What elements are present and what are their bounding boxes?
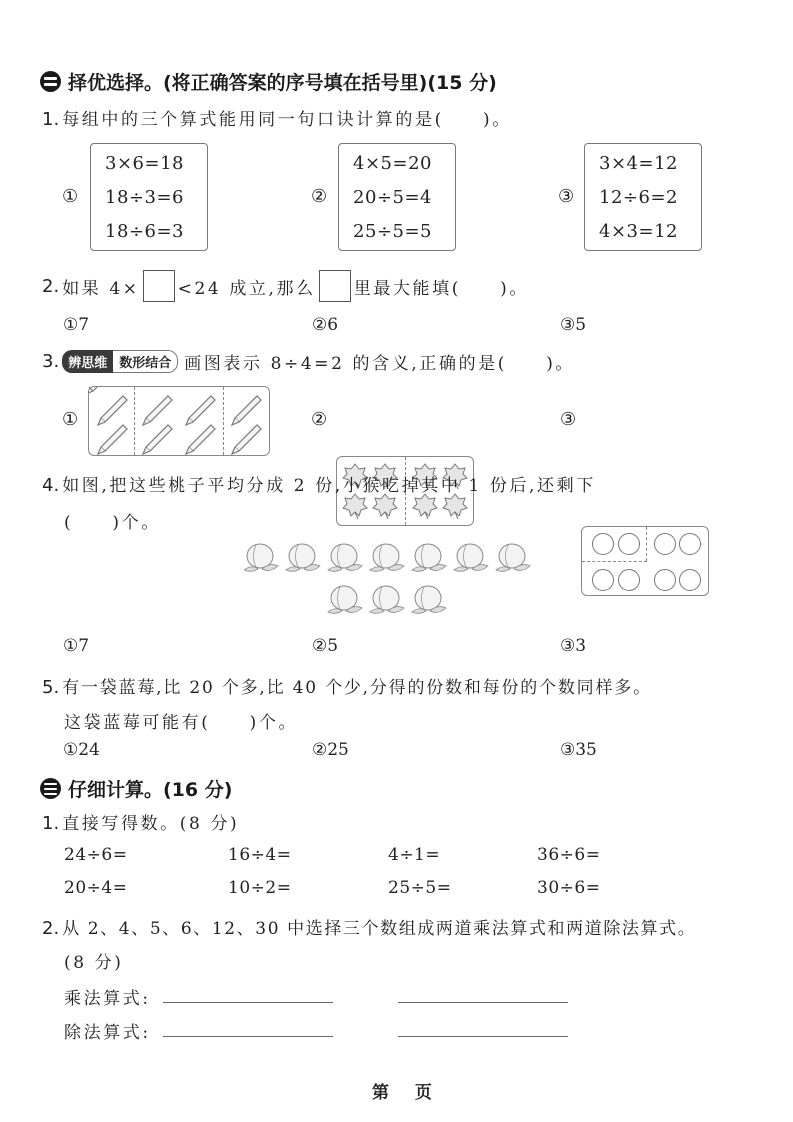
circle-picture [581,526,709,596]
equation: 4×5=20 [353,152,432,174]
section-3-title: 仔细计算。(16 分) [68,779,233,801]
option-2: ②25 [312,740,349,760]
question-1 [42,105,512,130]
question-text: 如图,把这些桃子平均分成 2 份,小猴吃掉其中 1 份后,还剩下 [62,476,596,496]
equation: 18÷6=3 [105,220,184,242]
calc-question-2-points: (8 分) [64,953,124,973]
calc-item: 30÷6= [537,878,601,898]
division-label: 除法算式: [64,1023,151,1043]
answer-blank-box[interactable] [143,270,175,302]
multiplication-answer-line-2[interactable] [398,1002,568,1003]
question-number: 2. [42,918,60,939]
option-3: ③5 [560,315,587,335]
division-answer-line-1[interactable] [163,1036,333,1037]
calc-item: 24÷6= [64,845,128,865]
option-3: ③3 [560,636,587,656]
question-text: 直接写得数。(8 分) [62,814,240,834]
option-3: ③35 [560,740,597,760]
option-2: ②5 [312,636,339,656]
pencil-icon [89,387,271,457]
equation: 12÷6=2 [599,186,678,208]
equation: 3×4=12 [599,152,678,174]
option-label: ③ [558,186,575,207]
option-2: ②6 [312,315,339,335]
equation-box-3 [584,143,702,251]
equation: 20÷5=4 [353,186,432,208]
calc-item: 4÷1= [388,845,441,865]
section-number-three-icon [40,778,61,799]
multiplication-label: 乘法算式: [64,989,151,1009]
question-2 [42,270,529,302]
multiplication-answer-line-1[interactable] [163,1002,333,1003]
calc-item: 36÷6= [537,845,601,865]
question-number: 1. [42,109,60,130]
section-3-header [40,775,232,802]
question-text: 有一袋蓝莓,比 20 个多,比 40 个少,分得的份数和每份的个数同样多。 [62,678,652,698]
question-text: <24 成立,那么 [177,278,316,299]
calc-item: 10÷2= [228,878,292,898]
pencil-picture [88,386,270,456]
question-number: 2. [42,275,60,297]
question-4-line-2: ( )个。 [64,513,161,533]
question-text: 画图表示 8÷4=2 的含义,正确的是( )。 [184,354,576,374]
option-label: ③ [560,409,577,430]
section-2-title: 择优选择。(将正确答案的序号填在括号里)(15 分) [68,72,497,94]
equation: 3×6=18 [105,152,184,174]
question-text: 每组中的三个算式能用同一句口诀计算的是( )。 [62,110,512,130]
calc-item: 16÷4= [228,845,292,865]
question-4 [42,471,596,496]
section-number-two-icon [40,71,61,92]
question-number: 4. [42,475,60,496]
option-label: ① [62,409,79,430]
question-3 [42,349,575,374]
calc-question-1 [42,809,239,834]
question-5 [42,673,652,698]
calc-item: 25÷5= [388,878,452,898]
option-1: ①7 [63,315,90,335]
question-5-line-2: 这袋蓝莓可能有( )个。 [64,713,299,733]
division-answer-line-2[interactable] [398,1036,568,1037]
page-number-label: 第 页 [372,1083,442,1103]
equation-box-2 [338,143,456,251]
answer-blank-box[interactable] [319,270,351,302]
question-text: 从 2、4、5、6、12、30 中选择三个数组成两道乘法算式和两道除法算式。 [62,919,697,939]
equation-box-1 [90,143,208,251]
equation: 18÷3=6 [105,186,184,208]
topic-tag: 数形结合 [113,350,178,373]
peach-icon [244,540,554,620]
question-number: 5. [42,677,60,698]
section-2-header [40,68,497,95]
question-number: 1. [42,813,60,834]
question-text: 里最大能填( )。 [353,278,530,299]
question-text: 如果 4× [62,278,140,299]
option-1: ①7 [63,636,90,656]
peaches-picture [244,540,554,620]
option-1: ①24 [63,740,100,760]
question-number: 3. [42,351,60,372]
thinking-tag: 辨思维 [62,350,113,373]
equation: 4×3=12 [599,220,678,242]
option-label: ① [62,186,79,207]
option-label: ② [311,186,328,207]
equation: 25÷5=5 [353,220,432,242]
option-label: ② [311,409,328,430]
calc-question-2 [42,914,696,939]
calc-item: 20÷4= [64,878,128,898]
